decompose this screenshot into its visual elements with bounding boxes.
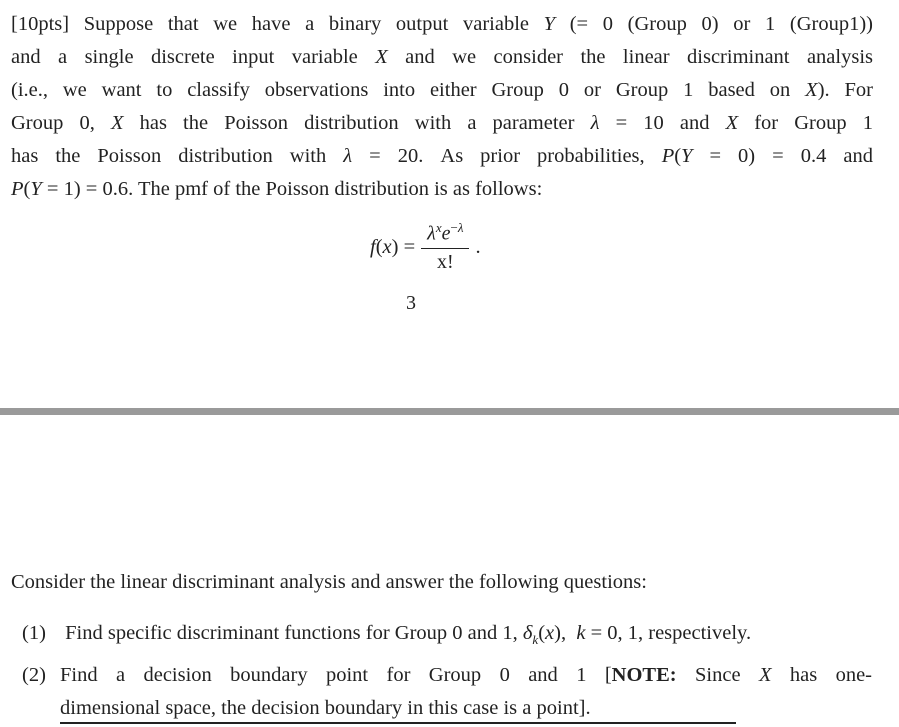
problem-statement	[11, 8, 873, 206]
formula-denominator: x!	[436, 250, 454, 273]
problem-line-1: [10pts] Suppose that we have a binary output variable Y (= 0 (Group 0) or 1 (Group1))	[11, 13, 873, 35]
question-2-number: (2)	[22, 664, 46, 686]
problem-line-5: has the Poisson distribution with λ = 20. As prior probabilities, P(Y = 0) = 0.4 and	[11, 145, 873, 167]
poisson-pmf-formula	[370, 212, 481, 282]
question-1-text: Find specific discriminant functions for Group 0 and 1, $\delta_k(x)$, k = 0, 1, respectively.	[65, 622, 752, 648]
problem-line-6: P(Y = 1) = 0.6. The pmf of the Poisson distribution is as follows:	[11, 178, 543, 200]
question-2-number-wrap	[22, 664, 60, 687]
question-1-number: (1)	[22, 622, 46, 644]
section-intro: Consider the linear discriminant analysis and answer the following questions:	[11, 571, 647, 593]
formula-trailing: .	[475, 235, 481, 258]
underline-mark	[60, 722, 736, 724]
question-2-text: Find a decision boundary point for Group 0 and 1 [NOTE: Since X has one-	[60, 664, 872, 686]
problem-line-4: Group 0, X has the Poisson distribution with a parameter λ = 10 and X for Group 1	[11, 112, 873, 134]
problem-line-2: and a single discrete input variable X and we consider the linear discriminant analysis	[11, 46, 873, 68]
page-divider	[0, 408, 899, 415]
formula-numerator: $\lambda^xe^{-\lambda}$	[421, 220, 469, 249]
question-1	[22, 622, 751, 648]
problem-line-3: (i.e., we want to classify observations into either Group 0 or Group 1 based on X). For	[11, 79, 873, 101]
formula-fraction	[421, 220, 469, 274]
page-number: 3	[406, 292, 416, 314]
formula-lhs: f(x) =	[370, 235, 416, 258]
question-2-continuation: dimensional space, the decision boundary in this case is a point].	[60, 697, 591, 719]
